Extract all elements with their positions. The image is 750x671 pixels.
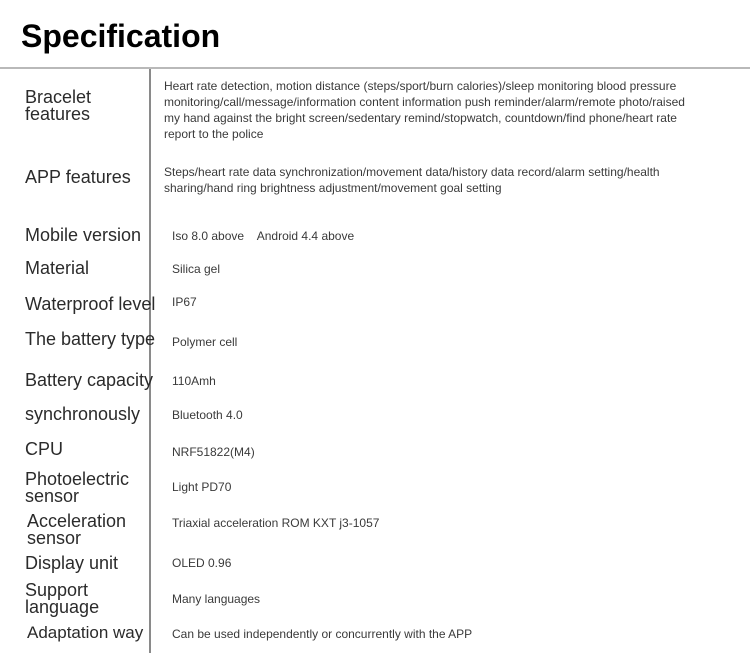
spec-label-material: Material <box>25 258 90 278</box>
spec-value-support-language: Many languages <box>172 592 261 606</box>
spec-label-synchronously: synchronously <box>25 404 141 424</box>
label-line: Support <box>25 580 89 600</box>
spec-label-mobile-version: Mobile version <box>25 225 142 245</box>
spec-label-display-unit: Display unit <box>25 553 119 573</box>
label-line: sensor <box>25 486 80 506</box>
spec-value-material: Silica gel <box>172 262 221 276</box>
label-line: language <box>25 597 100 617</box>
header-divider <box>0 67 750 69</box>
spec-label-cpu: CPU <box>25 439 64 459</box>
spec-value-battery-capacity: 110Amh <box>172 374 216 388</box>
spec-label-photoelectric-sensor <box>25 471 129 505</box>
page-title: Specification <box>21 18 221 54</box>
spec-value-bracelet-features: Heart rate detection, motion distance (steps/sport/burn calories)/sleep monitoring blood pressure monitoring/call/message/information content information push reminder/alarm/remote photo/raised my hand against the bright screen/sedentary remind/stopwatch, countdown/find phone/heart rate report to the police <box>164 79 685 141</box>
label-line: Acceleration <box>27 511 127 531</box>
spec-value-waterproof-level: IP67 <box>172 295 197 309</box>
label-line: Photoelectric <box>25 469 130 489</box>
column-divider <box>149 69 151 653</box>
spec-label-acceleration-sensor <box>27 513 126 547</box>
spec-label-support-language <box>25 582 99 616</box>
label-line: features <box>25 104 91 124</box>
spec-value-acceleration-sensor: Triaxial acceleration ROM KXT j3-1057 <box>172 516 380 530</box>
spec-label-app-features: APP features <box>25 167 131 187</box>
spec-value-mobile-version: Iso 8.0 above Android 4.4 above <box>172 229 355 243</box>
spec-value-photoelectric-sensor: Light PD70 <box>172 480 232 494</box>
spec-value-adaptation-way: Can be used independently or concurrently with the APP <box>172 627 473 641</box>
label-line: sensor <box>27 528 82 548</box>
spec-value-app-features: Steps/heart rate data synchronization/movement data/history data record/alarm setting/health sharing/hand ring brightness adjustment/movement goal setting <box>164 165 660 195</box>
spec-value-cpu: NRF51822(M4) <box>172 445 255 459</box>
spec-value-battery-type: Polymer cell <box>172 335 238 349</box>
label-line: Bracelet <box>25 87 92 107</box>
spec-label-adaptation-way: Adaptation way <box>27 623 144 642</box>
spec-label-battery-capacity: Battery capacity <box>25 370 154 390</box>
spec-value-display-unit: OLED 0.96 <box>172 556 232 570</box>
spec-label-waterproof-level: Waterproof level <box>25 294 156 314</box>
spec-value-synchronously: Bluetooth 4.0 <box>172 408 243 422</box>
spec-label-bracelet-features <box>25 89 91 123</box>
spec-label-battery-type: The battery type <box>25 329 156 349</box>
